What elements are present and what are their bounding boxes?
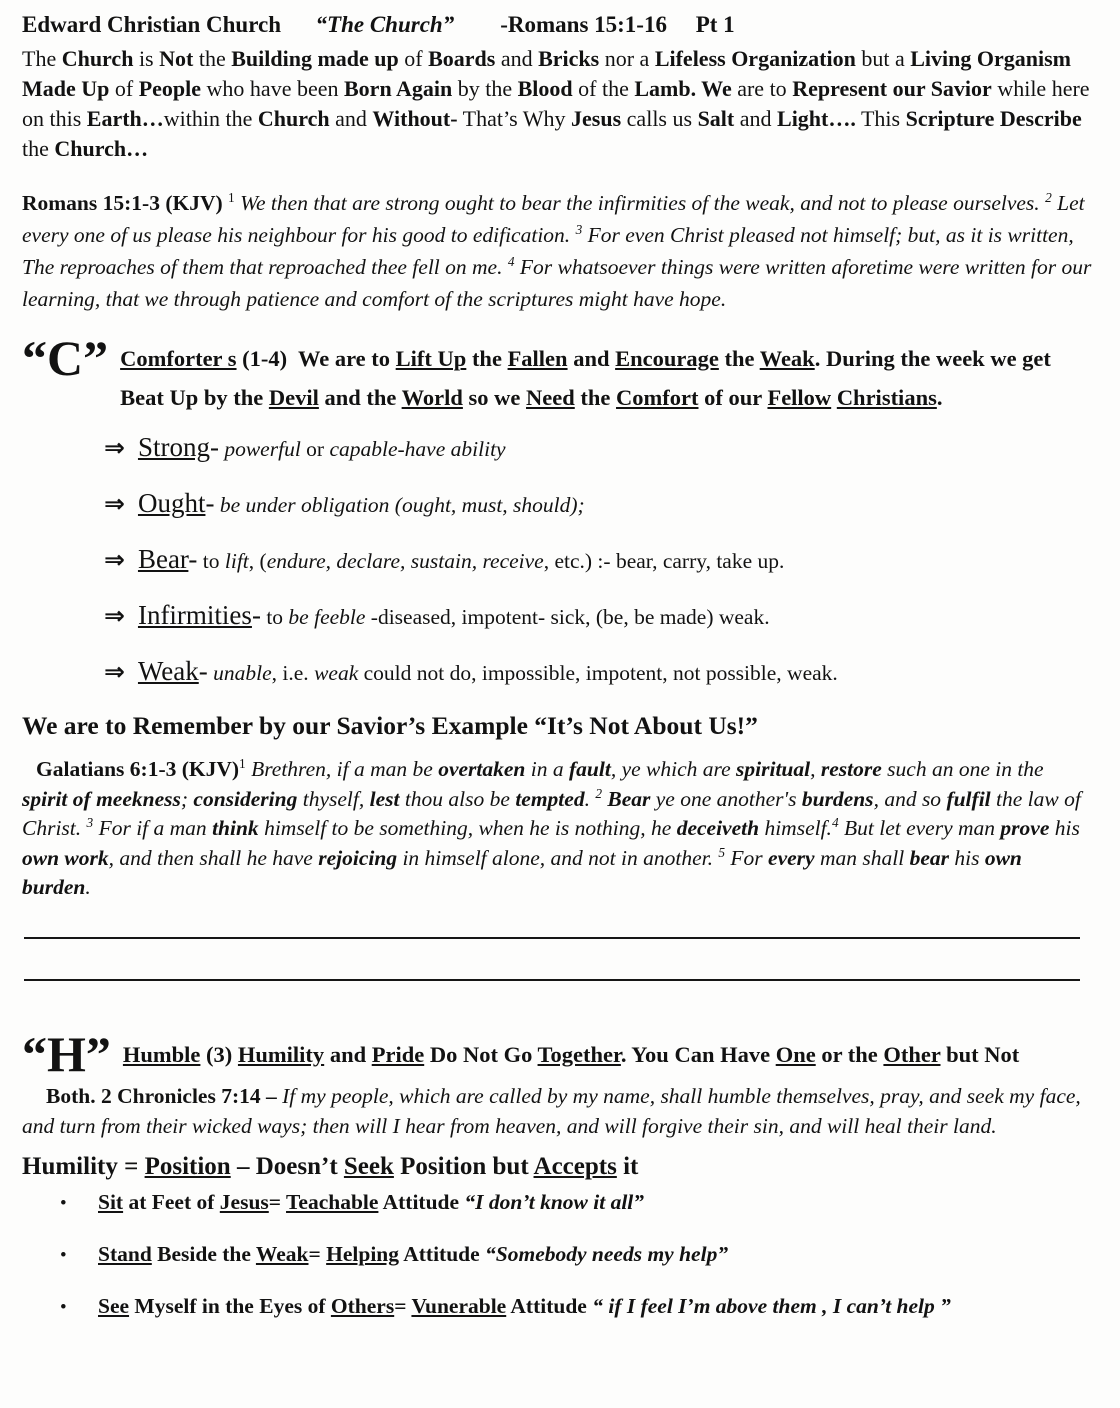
c-section-heading-row — [22, 330, 1094, 417]
h-section-heading: Humble (3) Humility and Pride Do Not Go Together. You Can Have One or the Other but Not — [122, 1041, 1020, 1067]
definition-term: Strong- — [137, 432, 219, 462]
definition-item-ought — [104, 487, 1094, 522]
definition-list — [104, 431, 1094, 690]
definition-text: be under obligation (ought, must, should); — [219, 493, 585, 517]
bullet-sit-at-feet — [60, 1187, 1094, 1219]
double-arrow-icon: ⇒ — [104, 657, 125, 686]
bullet-text: Sit at Feet of Jesus= Teachable Attitude “I don’t know it all” — [98, 1189, 645, 1214]
divider-line-top — [24, 937, 1080, 939]
double-arrow-icon: ⇒ — [104, 489, 125, 518]
definition-text: to be feeble -diseased, impotent- sick, (be, be made) weak. — [260, 605, 770, 629]
bullet-icon: • — [60, 1192, 67, 1214]
chronicles-passage: Both. 2 Chronicles 7:14 – If my people, which are called by my name, shall humble themselves, pray, and seek my face, and turn from their wicked ways; then will I hear from heaven, and will forgive their sin, and will heal their land. — [22, 1083, 1081, 1138]
double-arrow-icon: ⇒ — [104, 545, 125, 574]
c-section-letter: “C” — [22, 330, 109, 386]
bullet-see-myself — [60, 1291, 1094, 1323]
attitude-bullet-list — [22, 1187, 1094, 1323]
bullet-stand-beside — [60, 1239, 1094, 1271]
definition-item-weak — [104, 655, 1094, 690]
definition-item-infirmities — [104, 599, 1094, 634]
bullet-text: See Myself in the Eyes of Others= Vunerable Attitude “ if I feel I’m above them , I can’t help ” — [98, 1293, 951, 1318]
savior-example-heading: We are to Remember by our Savior’s Example “It’s Not About Us!” — [22, 711, 758, 740]
intro-paragraph: The Church is Not the Building made up of Boards and Bricks nor a Lifeless Organization but a Living Organism Made Up of People who have been Born Again by the Blood of the Lamb. We are to Represent our Savior while here on this Earth…within the Church and Without- That’s Why Jesus calls us Salt and Light…. This Scripture Describe the Church… — [22, 46, 1096, 161]
bullet-icon: • — [60, 1244, 67, 1266]
definition-text: powerful or capable-have ability — [224, 437, 506, 461]
definition-item-bear — [104, 543, 1094, 578]
definition-term: Weak- — [137, 656, 208, 686]
bullet-icon: • — [60, 1296, 67, 1318]
bullet-text: Stand Beside the Weak= Helping Attitude “Somebody needs my help” — [98, 1241, 729, 1266]
definition-text: to lift, (endure, declare, sustain, receive, etc.) :- bear, carry, take up. — [197, 549, 785, 573]
definition-term: Ought- — [137, 488, 215, 518]
h-section-heading-row — [22, 1025, 1094, 1082]
definition-item-strong — [104, 431, 1094, 466]
double-arrow-icon: ⇒ — [104, 601, 125, 630]
definition-term: Infirmities- — [137, 600, 261, 630]
c-section-heading: Comforter s (1-4) We are to Lift Up the Fallen and Encourage the Weak. During the week we get Beat Up by the Devil and the World so we Need the Comfort of our Fellow Christians. — [120, 346, 1057, 410]
romans-passage: Romans 15:1-3 (KJV) $^1$ We then that are strong ought to bear the infirmities of the weak, and not to please ourselves. $^2$ Let every one of us please his neighbour for his good to edification. $^3$ For even Christ pleased not himself; but, as it is written, The reproaches of them that reproached thee fell on me. $^4$ For whatsoever things were written aforetime were written for our learning, that we through patience and comfort of the scriptures might have hope. — [22, 189, 1097, 311]
divider-line-bottom — [24, 979, 1080, 981]
galatians-passage: Galatians 6:1-3 (KJV)$^1$ Brethren, if a man be overtaken in a fault, ye which are spiritual, restore such an one in the spirit of meekness; considering thyself, lest thou also be tempted. $^2$ Bear ye one another's burdens, and so fulfil the law of Christ. $^3$ For if a man think himself to be something, when he is nothing, he deceiveth himself.$^4$ But let every man prove his own work, and then shall he have rejoicing in himself alone, and not in another. $^5$ For every man shall bear his own burden. — [22, 755, 1087, 899]
definition-term: Bear- — [137, 544, 198, 574]
humility-heading: Humility = Position – Doesn’t Seek Position but Accepts it — [22, 1152, 639, 1180]
double-arrow-icon: ⇒ — [104, 433, 125, 462]
definition-text: unable, i.e. weak could not do, impossible, impotent, not possible, weak. — [213, 661, 838, 685]
h-section-letter: “H” — [22, 1025, 111, 1082]
document-title: Edward Christian Church “The Church” -Romans 15:1-16 Pt 1 — [22, 12, 735, 37]
